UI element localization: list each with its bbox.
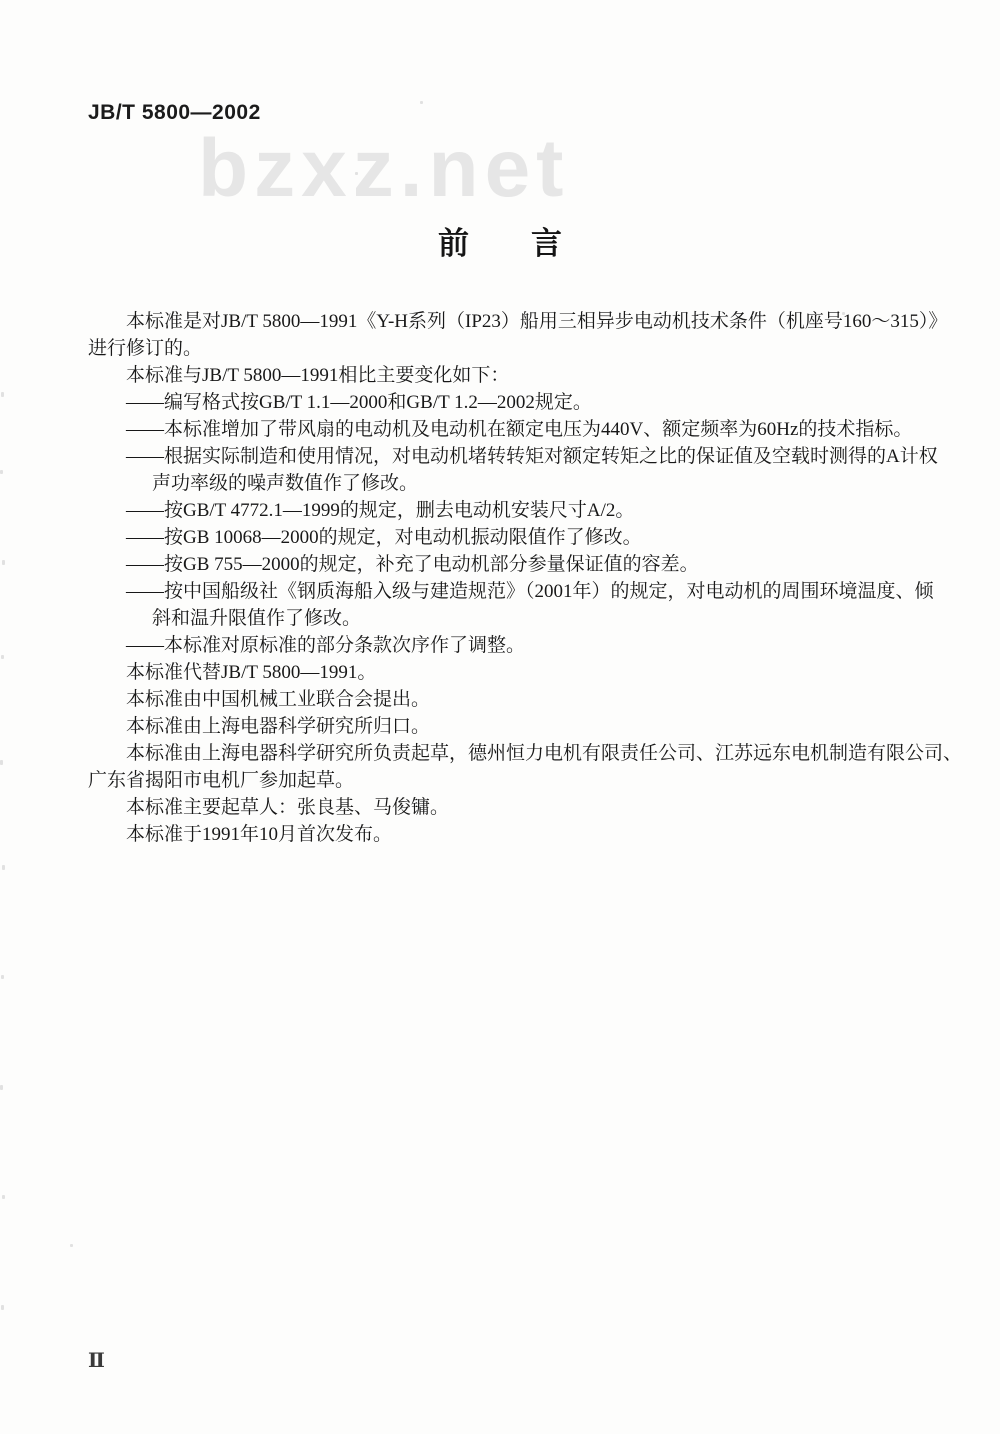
text-line: ——根据实际制造和使用情况，对电动机堵转转矩对额定转矩之比的保证值及空载时测得的A计权 bbox=[126, 446, 938, 467]
text-line: ——本标准增加了带风扇的电动机及电动机在额定电压为440V、额定频率为60Hz的技术指标。 bbox=[126, 419, 913, 440]
scan-speck bbox=[0, 760, 3, 765]
text-line: 本标准代替JB/T 5800—1991。 bbox=[126, 662, 377, 683]
title-char-1: 前 bbox=[438, 226, 469, 261]
watermark: bzxz.net bbox=[198, 123, 570, 214]
text-line: 本标准由上海电器科学研究所负责起草，德州恒力电机有限责任公司、江苏远东电机制造有限公司、 bbox=[126, 743, 963, 764]
standard-code: JB/T 5800—2002 bbox=[88, 101, 261, 124]
text-line: ——按GB 10068—2000的规定，对电动机振动限值作了修改。 bbox=[126, 527, 642, 548]
text-line: ——编写格式按GB/T 1.1—2000和GB/T 1.2—2002规定。 bbox=[126, 392, 592, 413]
scan-speck bbox=[1, 1305, 4, 1310]
scan-speck bbox=[0, 470, 3, 474]
text-line: 本标准与JB/T 5800—1991相比主要变化如下： bbox=[126, 365, 510, 386]
scan-speck bbox=[1, 655, 4, 659]
page-number: Ⅱ bbox=[88, 1350, 105, 1372]
scan-speck bbox=[2, 560, 5, 565]
text-line: 本标准由中国机械工业联合会提出。 bbox=[126, 689, 431, 710]
scan-speck bbox=[0, 1085, 3, 1090]
scan-speck bbox=[420, 101, 423, 104]
scan-speck bbox=[1, 392, 4, 397]
scan-speck bbox=[2, 865, 5, 870]
scan-speck bbox=[2, 1195, 5, 1199]
text-line: 本标准于1991年10月首次发布。 bbox=[126, 824, 393, 845]
text-line: ——按GB/T 4772.1—1999的规定，删去电动机安装尺寸A/2。 bbox=[126, 500, 635, 521]
scan-speck bbox=[70, 1244, 73, 1247]
text-line: 广东省揭阳市电机厂参加起草。 bbox=[88, 770, 355, 791]
foreword-body bbox=[88, 308, 963, 848]
text-line: 声功率级的噪声数值作了修改。 bbox=[152, 473, 419, 494]
text-line: ——本标准对原标准的部分条款次序作了调整。 bbox=[126, 635, 526, 656]
text-line: 本标准是对JB/T 5800—1991《Y-H系列（IP23）船用三相异步电动机技术条件（机座号160～315）》 bbox=[126, 311, 948, 332]
text-line: ——按GB 755—2000的规定，补充了电动机部分参量保证值的容差。 bbox=[126, 554, 699, 575]
page-title bbox=[0, 218, 1000, 263]
text-line: ——按中国船级社《钢质海船入级与建造规范》（2001年）的规定，对电动机的周围环境温度、倾 bbox=[126, 581, 934, 602]
scan-speck bbox=[842, 312, 845, 315]
text-line: 进行修订的。 bbox=[88, 338, 203, 359]
scan-speck bbox=[1, 975, 4, 979]
title-char-2: 言 bbox=[531, 226, 562, 261]
scan-speck bbox=[355, 172, 358, 175]
text-line: 本标准主要起草人：张良基、马俊镛。 bbox=[126, 797, 450, 818]
text-line: 斜和温升限值作了修改。 bbox=[152, 608, 362, 629]
text-line: 本标准由上海电器科学研究所归口。 bbox=[126, 716, 431, 737]
